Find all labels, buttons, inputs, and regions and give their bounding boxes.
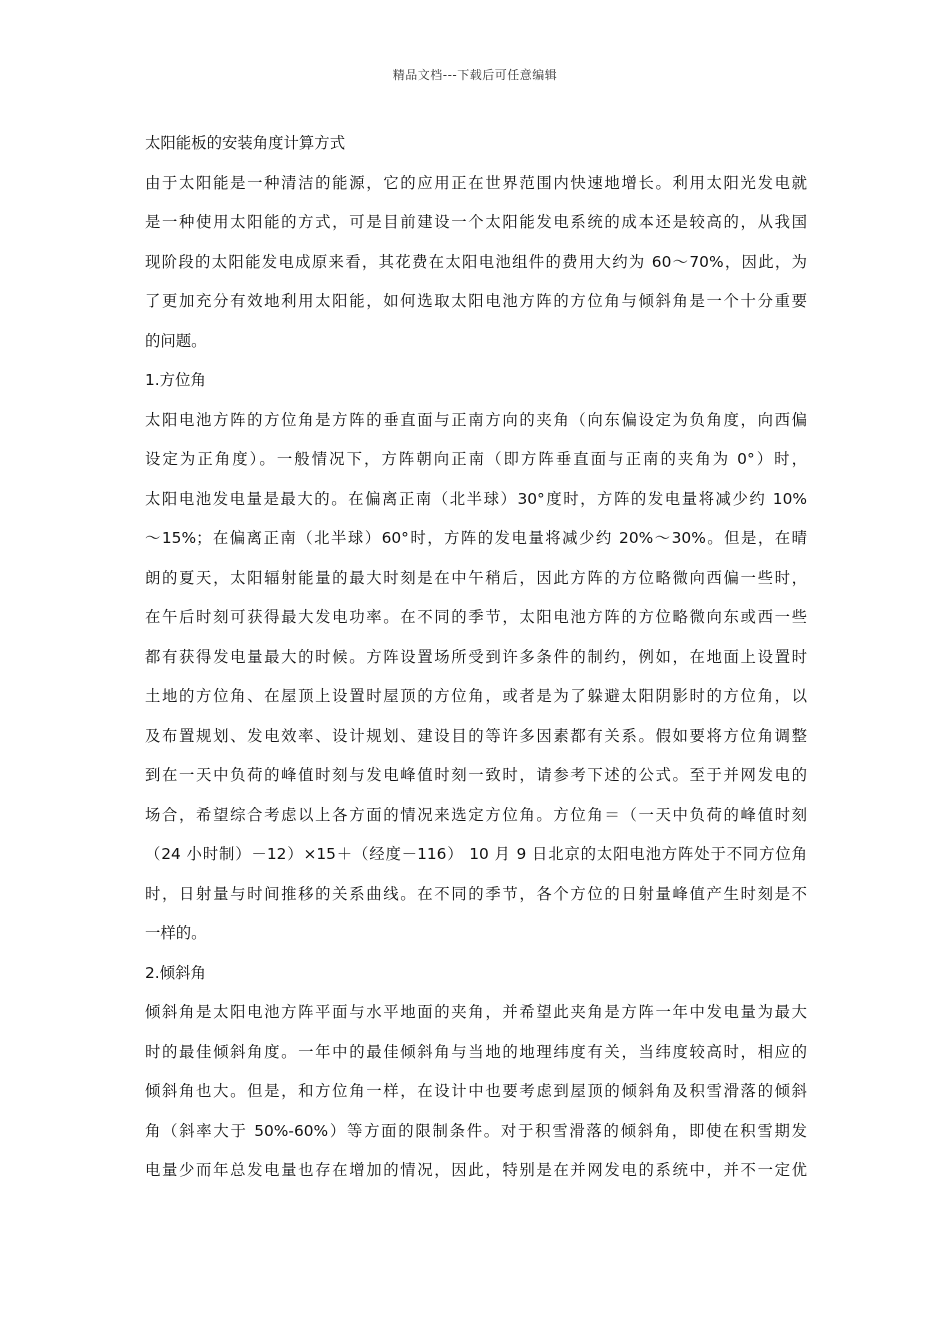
text-line: 的问题。 [145, 331, 207, 350]
text-line: 角（斜率大于 50%-60%）等方面的限制条件。对于积雪滑落的倾斜角，即使在积雪期发 [145, 1121, 807, 1140]
text-line: 及布置规划、发电效率、设计规划、建设目的等许多因素都有关系。假如要将方位角调整 [145, 726, 807, 745]
text-line: 到在一天中负荷的峰值时刻与发电峰值时刻一致时，请参考下述的公式。至于并网发电的 [145, 766, 807, 784]
text-line: 时，日射量与时间推移的关系曲线。在不同的季节，各个方位的日射量峰值产生时刻是不 [145, 884, 807, 903]
text-line: 电量少而年总发电量也存在增加的情况，因此，特别是在并网发电的系统中，并不一定优 [145, 1161, 807, 1179]
intro-paragraph [145, 164, 807, 362]
text-line: 太阳电池方阵的方位角是方阵的垂直面与正南方向的夹角（向东偏设定为负角度，向西偏 [145, 410, 807, 429]
text-line: 设定为正角度）。一般情况下，方阵朝向正南（即方阵垂直面与正南的夹角为 0°）时， [145, 450, 807, 468]
text-line: 了更加充分有效地利用太阳能，如何选取太阳电池方阵的方位角与倾斜角是一个十分重要 [145, 292, 807, 310]
text-line: 一样的。 [145, 924, 207, 942]
text-line: 倾斜角也大。但是，和方位角一样，在设计中也要考虑到屋顶的倾斜角及积雪滑落的倾斜 [145, 1082, 807, 1100]
text-line: 时的最佳倾斜角度。一年中的最佳倾斜角与当地的地理纬度有关，当纬度较高时，相应的 [145, 1042, 807, 1061]
text-line: 土地的方位角、在屋顶上设置时屋顶的方位角，或者是为了躲避太阳阴影时的方位角，以 [145, 687, 807, 705]
text-line: ～15%；在偏离正南（北半球）60°时，方阵的发电量将减少约 20%～30%。但是，在晴 [145, 529, 807, 547]
text-line: 太阳电池发电量是最大的。在偏离正南（北半球）30°度时，方阵的发电量将减少约 10% [145, 489, 807, 508]
azimuth-paragraph [145, 401, 807, 954]
text-line: 是一种使用太阳能的方式，可是目前建设一个太阳能发电系统的成本还是较高的，从我国 [145, 213, 807, 231]
text-line: 场合，希望综合考虑以上各方面的情况来选定方位角。方位角＝（一天中负荷的峰值时刻 [145, 805, 807, 824]
text-line: 在午后时刻可获得最大发电功率。在不同的季节，太阳电池方阵的方位略微向东或西一些 [145, 608, 807, 626]
text-line: 现阶段的太阳能发电成原来看，其花费在太阳电池组件的费用大约为 60～70%，因此，为 [145, 252, 807, 271]
text-line: （24 小时制）－12）×15＋（经度－116） 10 月 9 日北京的太阳电池方阵处于不同方位角 [145, 845, 807, 863]
text-line: 由于太阳能是一种清洁的能源，它的应用正在世界范围内快速地增长。利用太阳光发电就 [145, 173, 807, 192]
text-line: 倾斜角是太阳电池方阵平面与水平地面的夹角，并希望此夹角是方阵一年中发电量为最大 [145, 1003, 807, 1021]
section-heading-azimuth: 1.方位角 [145, 371, 206, 389]
document-body [145, 124, 807, 1191]
section-heading-tilt: 2.倾斜角 [145, 963, 206, 982]
document-title: 太阳能板的安装角度计算方式 [145, 134, 346, 152]
text-line: 都有获得发电量最大的时候。方阵设置场所受到许多条件的制约，例如，在地面上设置时 [145, 647, 807, 666]
text-line: 朗的夏天，太阳辐射能量的最大时刻是在中午稍后，因此方阵的方位略微向西偏一些时， [145, 568, 807, 587]
page-header: 精品文档---下载后可任意编辑 [392, 68, 558, 82]
tilt-paragraph [145, 993, 807, 1191]
